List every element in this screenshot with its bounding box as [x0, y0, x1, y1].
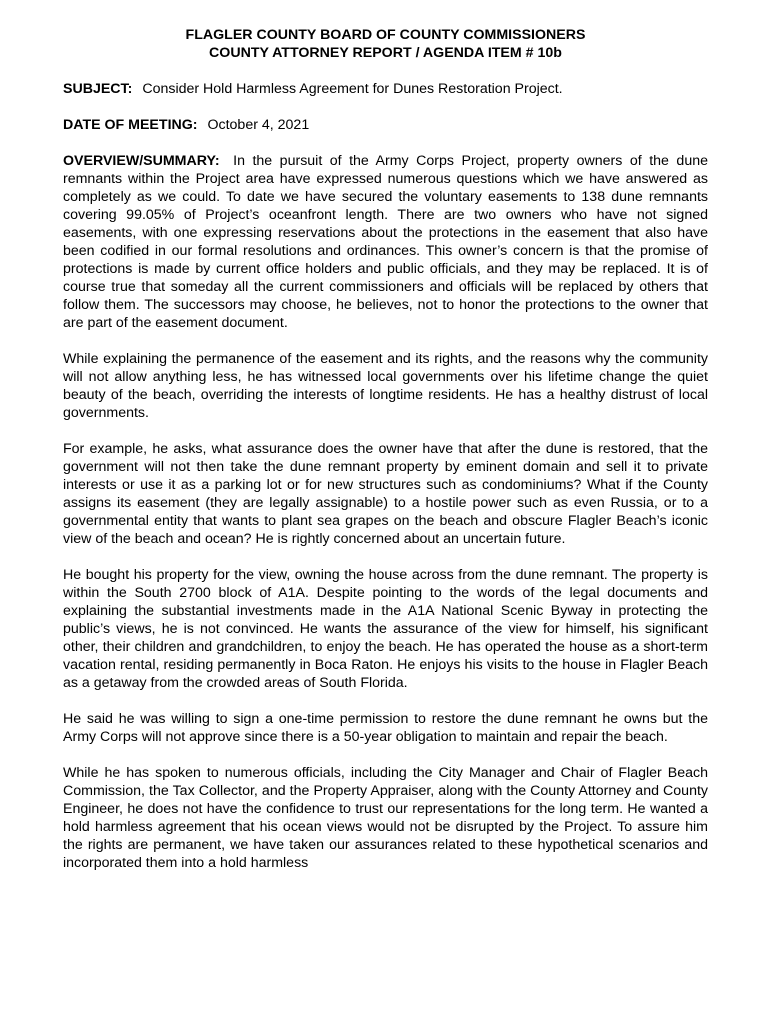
meeting-date-label: DATE OF MEETING: [63, 117, 198, 133]
document-page [63, 26, 708, 872]
body-paragraph: While he has spoken to numerous officials, including the City Manager and Chair of Flagler Beach Commission, the Tax Collector, and the Property Appraiser, along with the County Attorney and County Engineer, he does not have the confidence to trust our representations for the long term. He wanted a hold harmless agreement that his ocean views would not be disrupted by the Project. To assure him the rights are permanent, we have taken our assurances related to these hypothetical scenarios and incorporated them into a hold harmless [63, 765, 708, 871]
meeting-date-value: October 4, 2021 [207, 117, 310, 133]
document-header [63, 26, 708, 62]
subject-field [63, 80, 708, 98]
body-paragraph: While explaining the permanence of the easement and its rights, and the reasons why the community will not allow anything less, he has witnessed local governments over his lifetime change the quiet beauty of the beach, overriding the interests of longtime residents. He has a healthy distrust of local governments. [63, 351, 708, 421]
meeting-date-field [63, 116, 708, 134]
overview-label: OVERVIEW/SUMMARY: [63, 153, 220, 169]
subject-value: Consider Hold Harmless Agreement for Dunes Restoration Project. [142, 81, 563, 97]
body-paragraph: For example, he asks, what assurance does the owner have that after the dune is restored, that the government will not then take the dune remnant property by eminent domain and sell it to private interests or use it as a parking lot or for new structures such as condominiums? What if the County assigns its easement (they are legally assignable) to a hostile power such as even Russia, or to a governmental entity that wants to plant sea grapes on the beach and obscure Flagler Beach’s iconic view of the beach and ocean? He is rightly concerned about an uncertain future. [63, 441, 708, 547]
body-paragraph: He said he was willing to sign a one-time permission to restore the dune remnant he owns but the Army Corps will not approve since there is a 50-year obligation to maintain and repair the beach. [63, 711, 708, 745]
overview-text: In the pursuit of the Army Corps Project, property owners of the dune remnants within the Project area have expressed numerous questions which we have answered as completely as we could. To date we have secured the voluntary easements to 138 dune remnants covering 99.05% of Project’s oceanfront length. There are two owners who have not signed easements, with one expressing reservations about the protections in the easement that also have been codified in our formal resolutions and ordinances. This owner’s concern is that the promise of protections is made by current office holders and public officials, and they may be replaced. It is of course true that someday all the current commissioners and officials will be replaced by others that follow them. The successors may choose, he believes, not to honor the protections to the owner that are part of the easement document. [63, 153, 708, 331]
header-subtitle: COUNTY ATTORNEY REPORT / AGENDA ITEM # 10b [209, 45, 562, 61]
body-paragraph: He bought his property for the view, owning the house across from the dune remnant. The property is within the South 2700 block of A1A. Despite pointing to the words of the legal documents and explaining the substantial investments made in the A1A National Scenic Byway in protecting the public’s views, he is not convinced. He wants the assurance of the view for himself, his significant other, their children and grandchildren, to enjoy the beach. He has operated the house as a short-term vacation rental, residing permanently in Boca Raton. He enjoys his visits to the house in Flagler Beach as a getaway from the crowded areas of South Florida. [63, 567, 708, 691]
header-title: FLAGLER COUNTY BOARD OF COUNTY COMMISSIONERS [185, 27, 586, 43]
overview-paragraph [63, 152, 708, 332]
subject-label: SUBJECT: [63, 81, 133, 97]
